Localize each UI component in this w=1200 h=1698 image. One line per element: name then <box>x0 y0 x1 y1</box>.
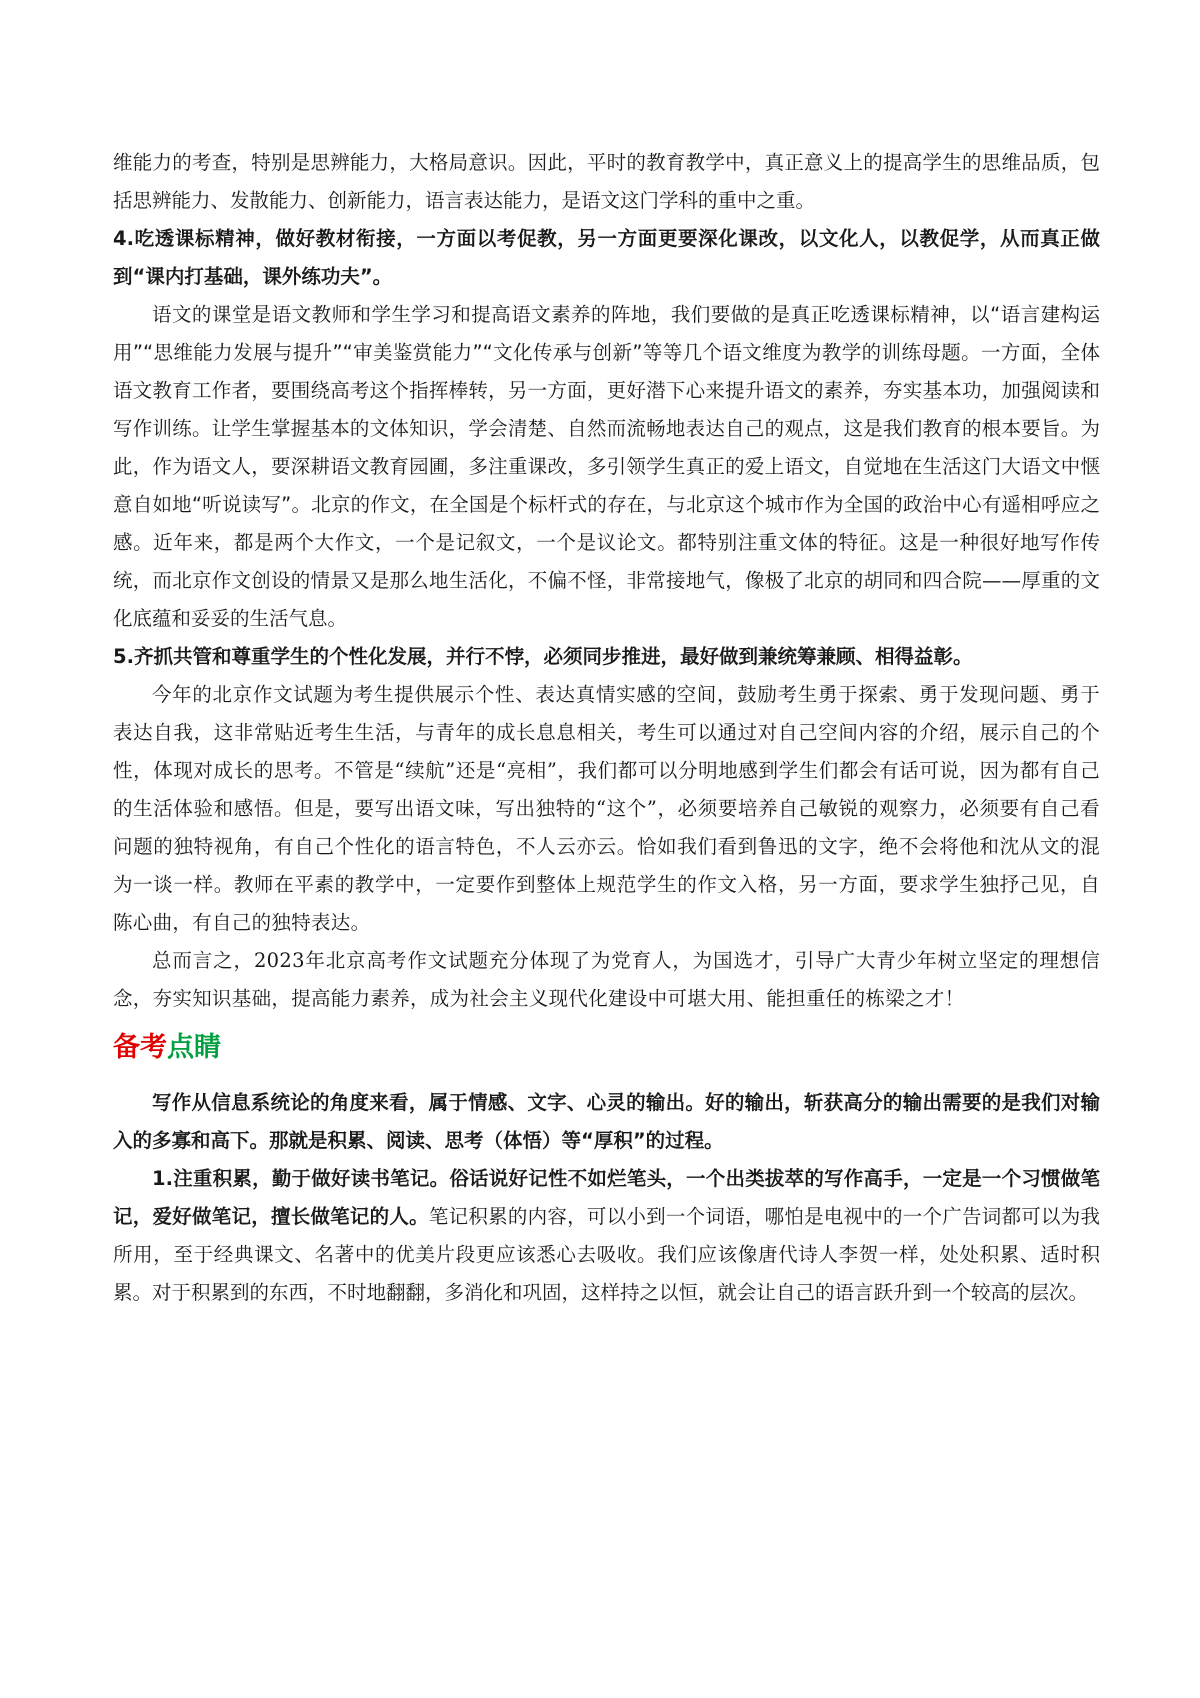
paragraph-accumulation <box>113 1160 1100 1312</box>
paragraph-classroom: 语文的课堂是语文教师和学生学习和提高语文素养的阵地，我们要做的是真正吃透课标精神，以“语言建构运用”“思维能力发展与提升”“审美鉴赏能力”“文化传承与创新”等等几个语文维度为教学的训练母题。一方面，全体语文教育工作者，要围绕高考这个指挥棒转，另一方面，更好潜下心来提升语文的素养，夯实基本功，加强阅读和写作训练。让学生掌握基本的文体知识，学会清楚、自然而流畅地表达自己的观点，这是我们教育的根本要旨。为此，作为语文人，要深耕语文教育园圃，多注重课改，多引领学生真正的爱上语文，自觉地在生活这门大语文中惬意自如地“听说读写”。北京的作文，在全国是个标杆式的存在，与北京这个城市作为全国的政治中心有遥相呼应之感。近年来，都是两个大作文，一个是记叙文，一个是议论文。都特别注重文体的特征。这是一种很好地写作传统，而北京作文创设的情景又是那么地生活化，不偏不怪，非常接地气，像极了北京的胡同和四合院——厚重的文化底蕴和妥妥的生活气息。 <box>113 303 1100 630</box>
heading-point-5: 5.齐抓共管和尊重学生的个性化发展，并行不悖，必须同步推进，最好做到兼统筹兼顾、相得益彰。 <box>113 645 973 668</box>
section-title-part1: 备考 <box>113 1032 167 1063</box>
paragraph-writing-output: 写作从信息系统论的角度来看，属于情感、文字、心灵的输出。好的输出，斩获高分的输出需要的是我们对输入的多寡和高下。那就是积累、阅读、思考（体悟）等“厚积”的过程。 <box>113 1091 1100 1152</box>
accumulation-body: 笔记积累的内容，可以小到一个词语，哪怕是电视中的一个广告词都可以为我所用，至于经典课文、名著中的优美片段更应该悉心去吸收。我们应该像唐代诗人李贺一样，处处积累、适时积累。对于积累到的东西，不时地翻翻，多消化和巩固，这样持之以恒，就会让自己的语言跃升到一个较高的层次。 <box>113 1205 1100 1304</box>
heading-point-4: 4.吃透课标精神，做好教材衔接，一方面以考促教，另一方面更要深化课改，以文化人，以教促学，从而真正做到“课内打基础，课外练功夫”。 <box>113 227 1100 288</box>
paragraph-beijing-essay: 今年的北京作文试题为考生提供展示个性、表达真情实感的空间，鼓励考生勇于探索、勇于发现问题、勇于表达自我，这非常贴近考生生活，与青年的成长息息相关，考生可以通过对自己空间内容的介绍，展示自己的个性，体现对成长的思考。不管是“续航”还是“亮相”，我们都可以分明地感到学生们都会有话可说，因为都有自己的生活体验和感悟。但是，要写出语文味，写出独特的“这个”，必须要培养自己敏锐的观察力，必须要有自己看问题的独特视角，有自己个性化的语言特色，不人云亦云。恰如我们看到鲁迅的文字，绝不会将他和沈从文的混为一谈一样。教师在平素的教学中，一定要作到整体上规范学生的作文入格，另一方面，要求学生独抒己见，自陈心曲，有自己的独特表达。 <box>113 683 1100 934</box>
document-page <box>113 144 1100 1312</box>
accumulation-bold-lead: 1.注重积累，勤于做好读书笔记。俗话说好记性不如烂笔头，一个出类拔萃的写作高手，一定是一个习惯做笔记，爱好做笔记，擅长做笔记的人。 <box>113 1167 1100 1228</box>
section-title <box>113 1028 1100 1068</box>
section-title-part2: 点睛 <box>167 1032 221 1063</box>
paragraph-thinking-ability: 维能力的考查，特别是思辨能力，大格局意识。因此，平时的教育教学中，真正意义上的提高学生的思维品质，包括思辨能力、发散能力、创新能力，语言表达能力，是语文这门学科的重中之重。 <box>113 151 1100 212</box>
paragraph-conclusion: 总而言之，2023年北京高考作文试题充分体现了为党育人，为国选才，引导广大青少年树立坚定的理想信念，夯实知识基础，提高能力素养，成为社会主义现代化建设中可堪大用、能担重任的栋梁之才！ <box>113 949 1100 1010</box>
